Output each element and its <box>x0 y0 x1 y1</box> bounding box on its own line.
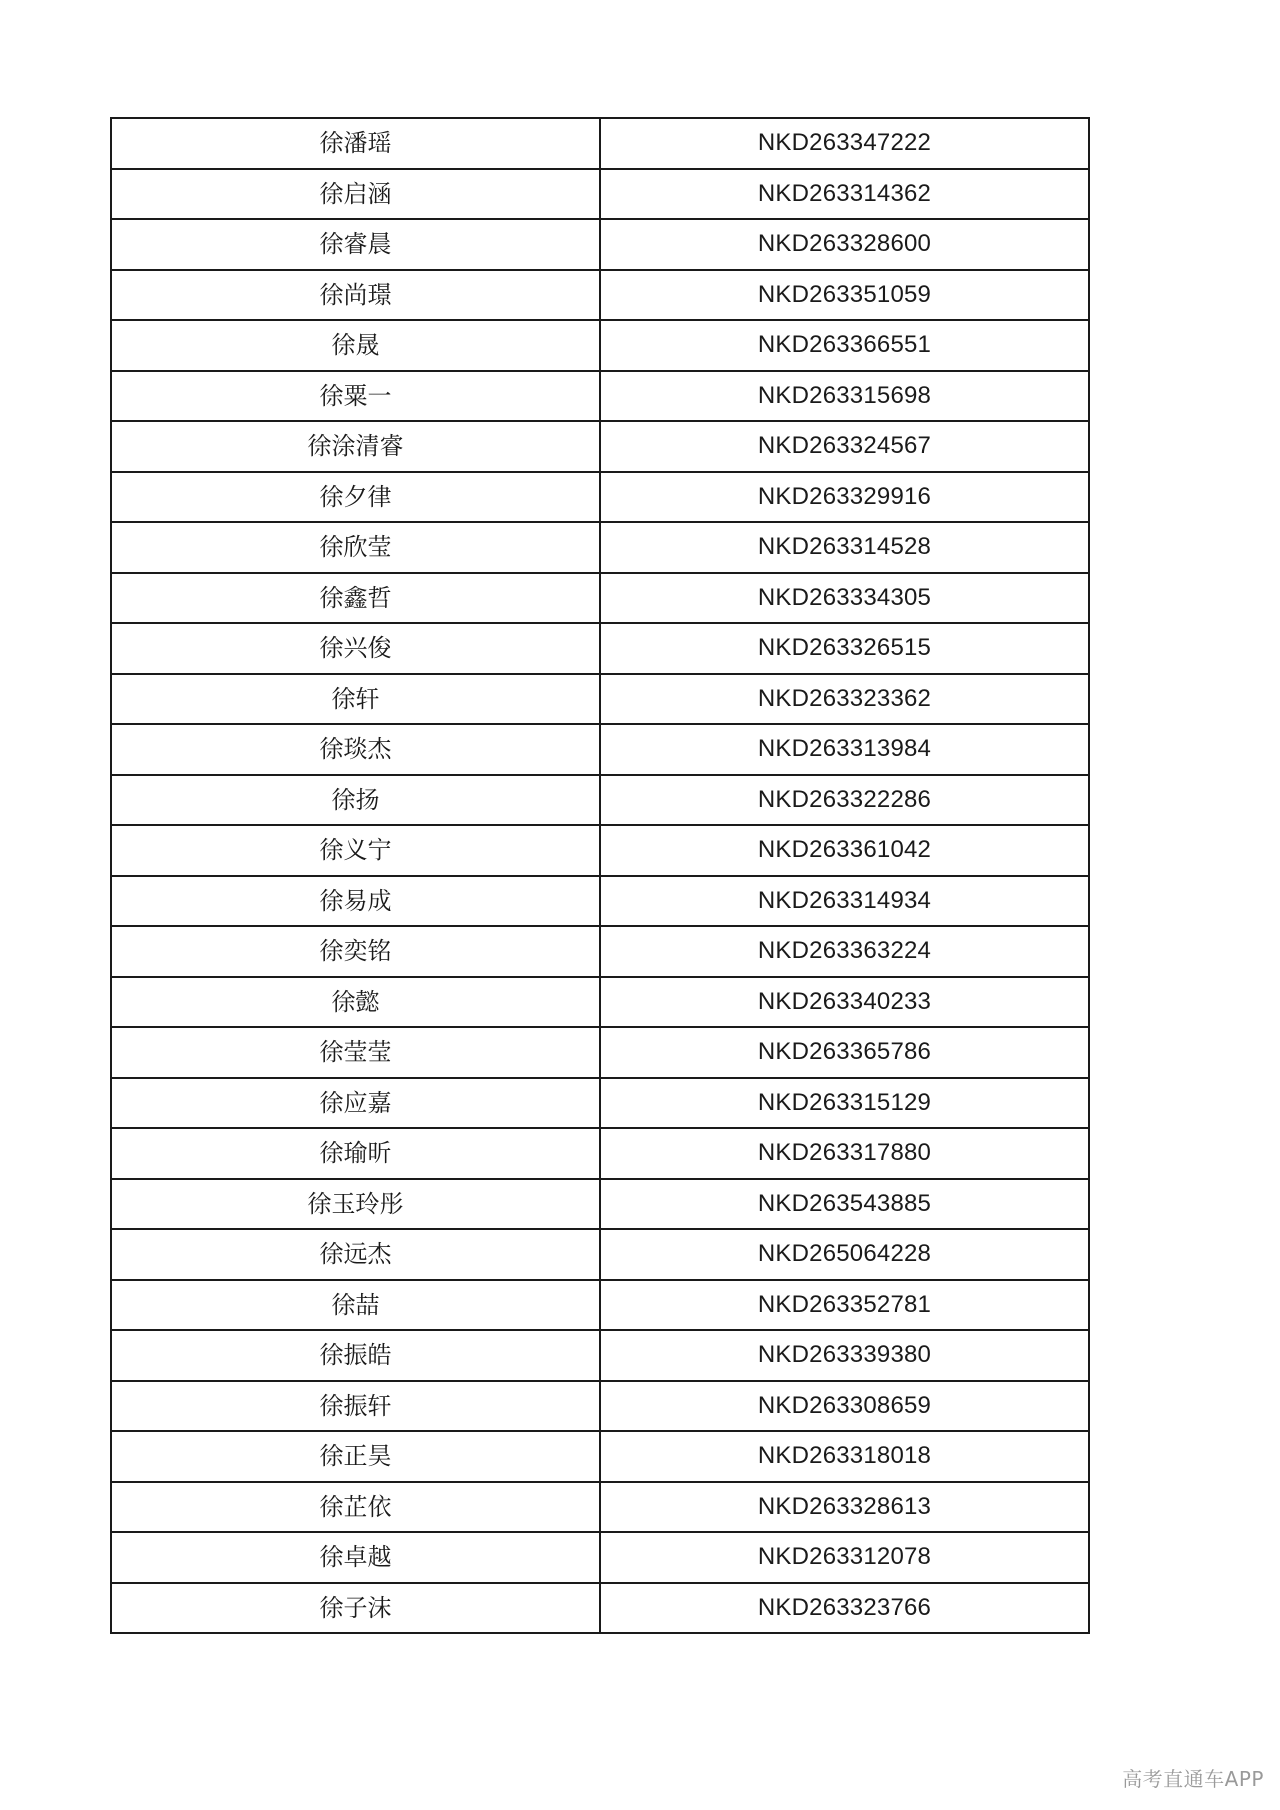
table-row <box>111 1381 1089 1432</box>
name-cell: 徐应嘉 <box>111 1078 600 1129</box>
registration-id-cell: NKD263365786 <box>600 1027 1089 1078</box>
registration-id-cell: NKD263352781 <box>600 1280 1089 1331</box>
registration-id-cell: NKD263363224 <box>600 926 1089 977</box>
name-cell: 徐易成 <box>111 876 600 927</box>
roster-table-body <box>111 118 1089 1633</box>
name-cell: 徐尚璟 <box>111 270 600 321</box>
registration-id-cell: NKD263315698 <box>600 371 1089 422</box>
name-cell: 徐潘瑶 <box>111 118 600 169</box>
name-cell: 徐夕律 <box>111 472 600 523</box>
registration-id-cell: NKD265064228 <box>600 1229 1089 1280</box>
name-cell: 徐琰杰 <box>111 724 600 775</box>
table-row <box>111 1027 1089 1078</box>
registration-id-cell: NKD263324567 <box>600 421 1089 472</box>
registration-id-cell: NKD263315129 <box>600 1078 1089 1129</box>
table-row <box>111 118 1089 169</box>
registration-id-cell: NKD263312078 <box>600 1532 1089 1583</box>
name-cell: 徐奕铭 <box>111 926 600 977</box>
name-cell: 徐睿晨 <box>111 219 600 270</box>
name-cell: 徐正昊 <box>111 1431 600 1482</box>
name-cell: 徐兴俊 <box>111 623 600 674</box>
registration-id-cell: NKD263323362 <box>600 674 1089 725</box>
registration-id-cell: NKD263543885 <box>600 1179 1089 1230</box>
name-cell: 徐喆 <box>111 1280 600 1331</box>
table-row <box>111 219 1089 270</box>
registration-id-cell: NKD263351059 <box>600 270 1089 321</box>
watermark-text: 高考直通车APP <box>1122 1767 1264 1791</box>
registration-id-cell: NKD263314362 <box>600 169 1089 220</box>
registration-id-cell: NKD263339380 <box>600 1330 1089 1381</box>
registration-id-cell: NKD263317880 <box>600 1128 1089 1179</box>
registration-id-cell: NKD263326515 <box>600 623 1089 674</box>
table-row <box>111 1128 1089 1179</box>
registration-id-cell: NKD263328600 <box>600 219 1089 270</box>
table-row <box>111 1330 1089 1381</box>
registration-id-cell: NKD263340233 <box>600 977 1089 1028</box>
name-cell: 徐启涵 <box>111 169 600 220</box>
table-row <box>111 169 1089 220</box>
name-cell: 徐晟 <box>111 320 600 371</box>
name-cell: 徐芷依 <box>111 1482 600 1533</box>
name-cell: 徐粟一 <box>111 371 600 422</box>
table-row <box>111 1482 1089 1533</box>
table-row <box>111 371 1089 422</box>
table-row <box>111 977 1089 1028</box>
registration-id-cell: NKD263334305 <box>600 573 1089 624</box>
name-cell: 徐振轩 <box>111 1381 600 1432</box>
name-cell: 徐欣莹 <box>111 522 600 573</box>
registration-id-cell: NKD263322286 <box>600 775 1089 826</box>
registration-id-cell: NKD263361042 <box>600 825 1089 876</box>
registration-id-cell: NKD263318018 <box>600 1431 1089 1482</box>
table-row <box>111 623 1089 674</box>
name-cell: 徐莹莹 <box>111 1027 600 1078</box>
table-row <box>111 1078 1089 1129</box>
table-row <box>111 1431 1089 1482</box>
name-cell: 徐子沫 <box>111 1583 600 1634</box>
name-cell: 徐远杰 <box>111 1229 600 1280</box>
table-row <box>111 775 1089 826</box>
table-row <box>111 1532 1089 1583</box>
table-row <box>111 573 1089 624</box>
registration-id-cell: NKD263323766 <box>600 1583 1089 1634</box>
registration-id-cell: NKD263314528 <box>600 522 1089 573</box>
registration-id-cell: NKD263347222 <box>600 118 1089 169</box>
registration-id-cell: NKD263366551 <box>600 320 1089 371</box>
name-cell: 徐涂清睿 <box>111 421 600 472</box>
registration-id-cell: NKD263313984 <box>600 724 1089 775</box>
table-row <box>111 674 1089 725</box>
registration-id-cell: NKD263328613 <box>600 1482 1089 1533</box>
name-cell: 徐轩 <box>111 674 600 725</box>
name-cell: 徐义宁 <box>111 825 600 876</box>
table-row <box>111 876 1089 927</box>
registration-id-cell: NKD263308659 <box>600 1381 1089 1432</box>
table-row <box>111 926 1089 977</box>
registration-id-cell: NKD263329916 <box>600 472 1089 523</box>
name-cell: 徐鑫哲 <box>111 573 600 624</box>
name-cell: 徐懿 <box>111 977 600 1028</box>
table-row <box>111 1229 1089 1280</box>
table-row <box>111 724 1089 775</box>
table-row <box>111 825 1089 876</box>
table-row <box>111 1280 1089 1331</box>
table-row <box>111 270 1089 321</box>
name-cell: 徐扬 <box>111 775 600 826</box>
name-cell: 徐振皓 <box>111 1330 600 1381</box>
name-cell: 徐卓越 <box>111 1532 600 1583</box>
roster-table <box>110 117 1090 1634</box>
table-row <box>111 421 1089 472</box>
name-cell: 徐玉玲彤 <box>111 1179 600 1230</box>
registration-id-cell: NKD263314934 <box>600 876 1089 927</box>
table-row <box>111 320 1089 371</box>
table-row <box>111 472 1089 523</box>
table-row <box>111 522 1089 573</box>
name-cell: 徐瑜昕 <box>111 1128 600 1179</box>
table-row <box>111 1179 1089 1230</box>
table-row <box>111 1583 1089 1634</box>
